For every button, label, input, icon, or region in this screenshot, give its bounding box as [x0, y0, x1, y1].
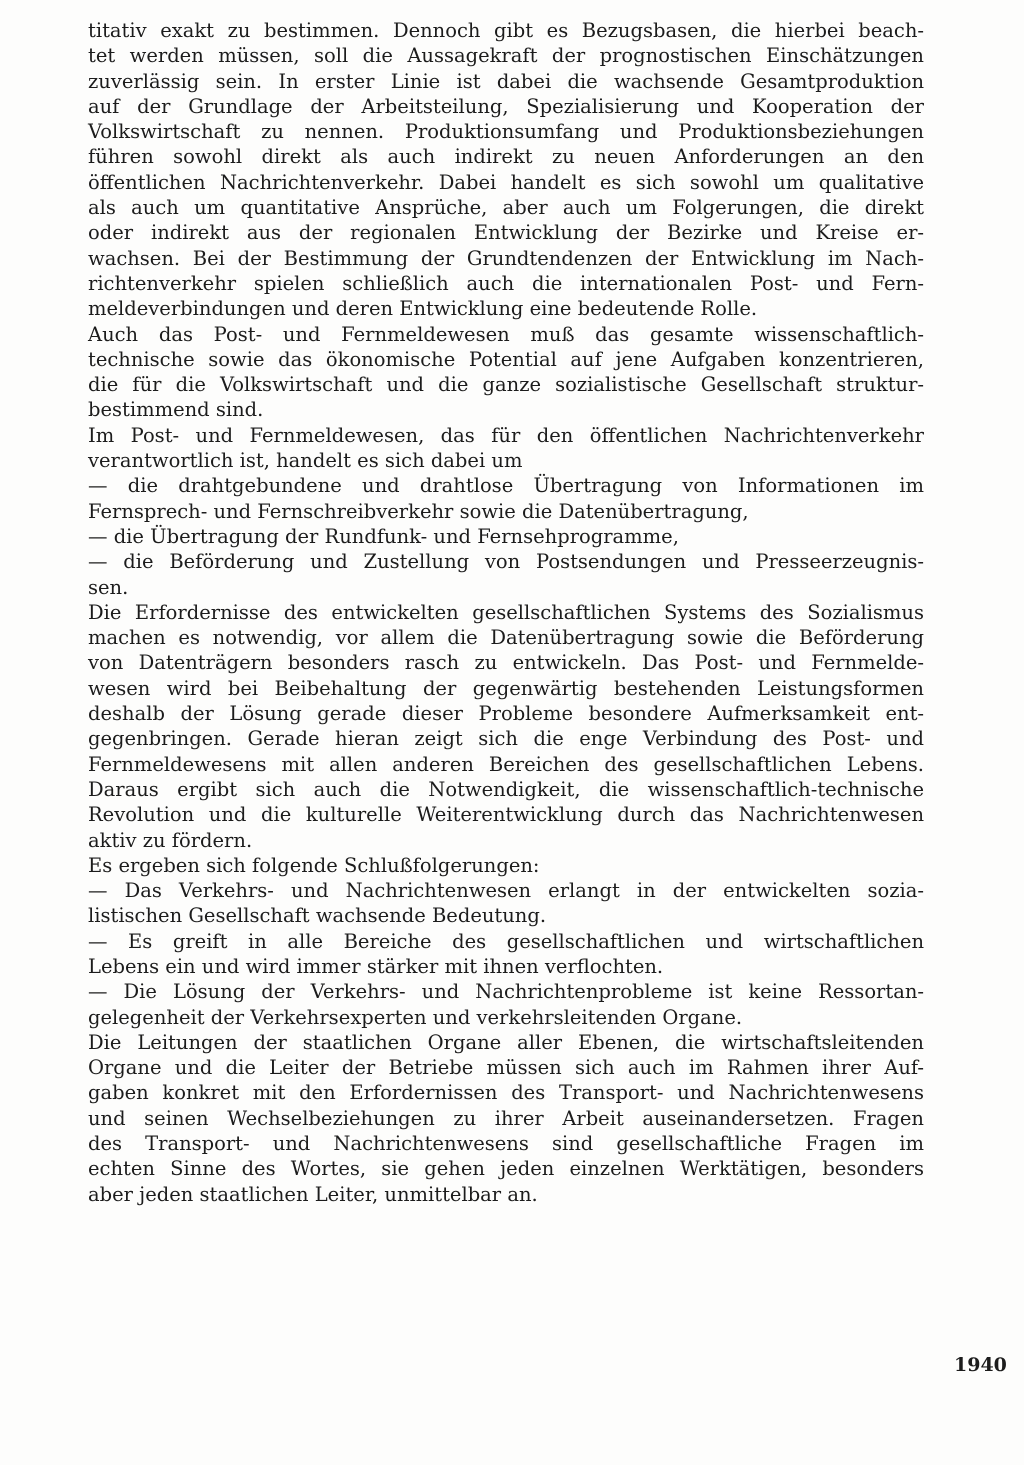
text-line: — die drahtgebundene und drahtlose Übertragung von Informationen im — [88, 474, 924, 498]
text-line: listischen Gesellschaft wachsende Bedeutung. — [88, 904, 547, 928]
text-line: Daraus ergibt sich auch die Notwendigkeit, die wissenschaftlich-technische — [88, 777, 924, 801]
page-number: 1940 — [954, 1354, 1007, 1376]
text-line: Es ergeben sich folgende Schlußfolgerungen: — [88, 853, 540, 877]
text-line: Die Erfordernisse des entwickelten gesellschaftlichen Systems des Sozialismus — [88, 600, 924, 624]
text-line: Auch das Post- und Fernmeldewesen muß das gesamte wissenschaftlich- — [88, 322, 924, 346]
text-line: und seinen Wechselbeziehungen zu ihrer Arbeit auseinandersetzen. Fragen — [88, 1106, 924, 1130]
text-line: machen es notwendig, vor allem die Datenübertragung sowie die Beförderung — [88, 626, 924, 650]
text-line: Fernmeldewesens mit allen anderen Bereichen des gesellschaftlichen Lebens. — [88, 752, 924, 776]
text-line: titativ exakt zu bestimmen. Dennoch gibt es Bezugsbasen, die hierbei beach- — [88, 19, 924, 42]
text-line: oder indirekt aus der regionalen Entwicklung der Bezirke und Kreise er- — [88, 221, 924, 245]
body-text — [88, 18, 924, 1207]
text-line: wachsen. Bei der Bestimmung der Grundtendenzen der Entwicklung im Nach- — [88, 246, 924, 270]
text-line: richtenverkehr spielen schließlich auch die internationalen Post- und Fern- — [88, 271, 924, 295]
text-line: gegenbringen. Gerade hieran zeigt sich die enge Verbindung des Post- und — [88, 727, 924, 751]
text-line: bestimmend sind. — [88, 398, 264, 422]
text-line: — Die Lösung der Verkehrs- und Nachrichtenprobleme ist keine Ressortan- — [88, 980, 924, 1004]
text-line: tet werden müssen, soll die Aussagekraft der prognostischen Einschätzungen — [88, 44, 924, 68]
text-line: von Datenträgern besonders rasch zu entwickeln. Das Post- und Fernmelde- — [88, 651, 924, 675]
text-line: wesen wird bei Beibehaltung der gegenwärtig bestehenden Leistungsformen — [88, 676, 924, 700]
text-line: gaben konkret mit den Erfordernissen des Transport- und Nachrichtenwesens — [88, 1081, 924, 1105]
text-line: auf der Grundlage der Arbeitsteilung, Spezialisierung und Kooperation der — [88, 94, 924, 118]
text-line: Revolution und die kulturelle Weiterentwicklung durch das Nachrichtenwesen — [88, 803, 924, 827]
text-line: die für die Volkswirtschaft und die ganze sozialistische Gesellschaft struktur- — [88, 373, 924, 397]
text-line: als auch um quantitative Ansprüche, aber auch um Folgerungen, die direkt — [88, 196, 924, 220]
text-line: zuverlässig sein. In erster Linie ist dabei die wachsende Gesamtproduktion — [88, 69, 924, 93]
text-line: — Das Verkehrs- und Nachrichtenwesen erlangt in der entwickelten sozia- — [88, 879, 924, 903]
text-line: aktiv zu fördern. — [88, 828, 253, 852]
text-line: des Transport- und Nachrichtenwesens sind gesellschaftliche Fragen im — [88, 1132, 924, 1156]
text-line: — Es greift in alle Bereiche des gesellschaftlichen und wirtschaftlichen — [88, 929, 924, 953]
text-line: Organe und die Leiter der Betriebe müssen sich auch im Rahmen ihrer Auf- — [88, 1056, 924, 1080]
text-line: Lebens ein und wird immer stärker mit ihnen verflochten. — [88, 954, 664, 978]
text-line: Im Post- und Fernmeldewesen, das für den öffentlichen Nachrichtenverkehr — [88, 423, 924, 447]
text-line: führen sowohl direkt als auch indirekt zu neuen Anforderungen an den — [88, 145, 924, 169]
text-line: sen. — [88, 575, 129, 599]
text-line: Fernsprech- und Fernschreibverkehr sowie die Datenübertragung, — [88, 499, 749, 523]
text-line: verantwortlich ist, handelt es sich dabei um — [88, 449, 523, 473]
text-line: gelegenheit der Verkehrsexperten und verkehrsleitenden Organe. — [88, 1005, 743, 1029]
text-line: meldeverbindungen und deren Entwicklung eine bedeutende Rolle. — [88, 297, 758, 321]
text-line: aber jeden staatlichen Leiter, unmittelbar an. — [88, 1182, 538, 1206]
text-line: — die Übertragung der Rundfunk- und Fernsehprogramme, — [88, 524, 679, 548]
text-line: öffentlichen Nachrichtenverkehr. Dabei handelt es sich sowohl um qualitative — [88, 170, 924, 194]
text-line: Die Leitungen der staatlichen Organe aller Ebenen, die wirtschaftsleitenden — [88, 1030, 924, 1054]
text-line: echten Sinne des Wortes, sie gehen jeden einzelnen Werktätigen, besonders — [88, 1157, 924, 1181]
text-line: technische sowie das ökonomische Potential auf jene Aufgaben konzentrieren, — [88, 347, 924, 371]
text-line: deshalb der Lösung gerade dieser Probleme besondere Aufmerksamkeit ent- — [88, 702, 924, 726]
text-line: — die Beförderung und Zustellung von Postsendungen und Presseerzeugnis- — [88, 550, 924, 574]
text-line: Volkswirtschaft zu nennen. Produktionsumfang und Produktionsbeziehungen — [88, 120, 924, 144]
